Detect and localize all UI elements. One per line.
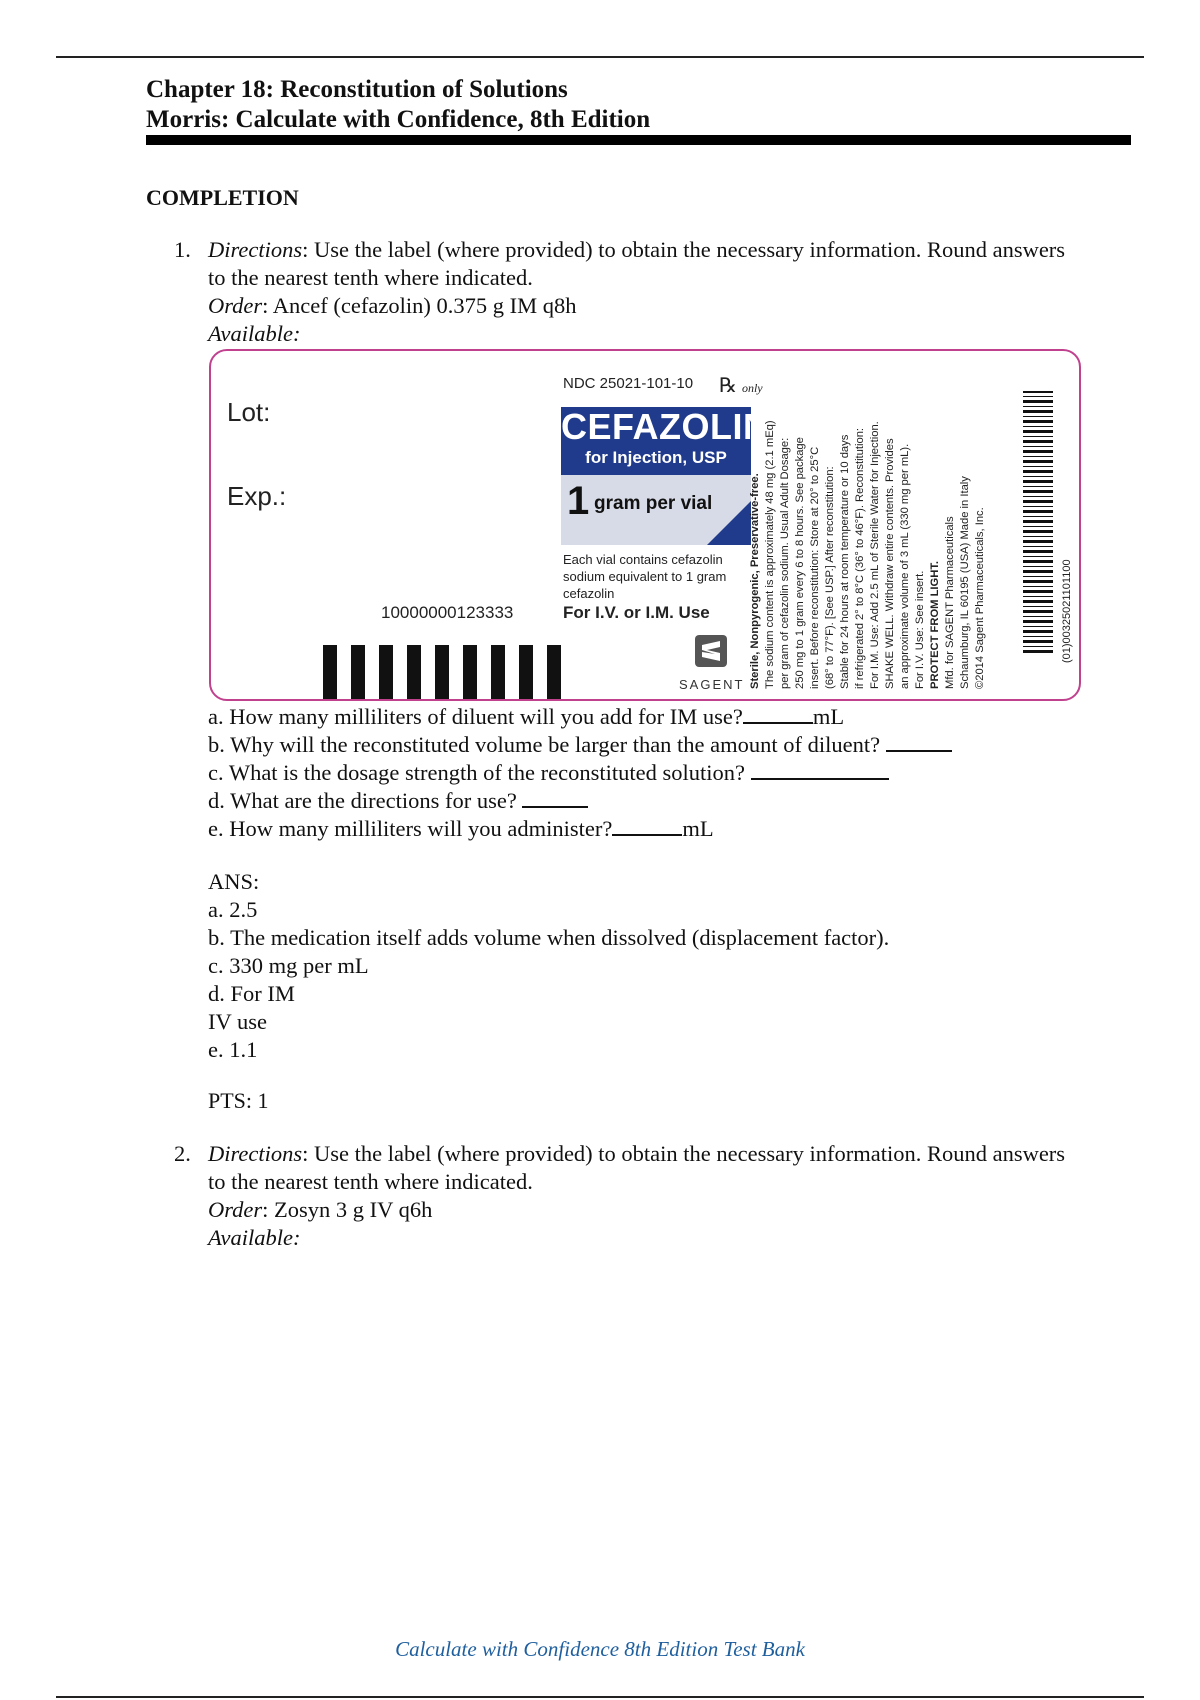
answer-blank: [522, 805, 588, 808]
answer-d: d. For IM: [208, 981, 295, 1006]
chapter-title: Chapter 18: Reconstitution of Solutions: [146, 76, 568, 103]
order: Order: Ancef (cefazolin) 0.375 g IM q8h: [208, 293, 577, 318]
drug-name: CEFAZOLIN: [561, 406, 770, 447]
barcode-icon: [323, 645, 563, 701]
subquestion-d: d. What are the directions for use?: [208, 787, 952, 815]
label-text-line: 250 mg to 1 gram every 6 to 8 hours. See package: [794, 437, 806, 689]
vial-contents: Each vial contains cefazolin sodium equivalent to 1 gram cefazolin: [563, 552, 727, 601]
barcode-icon: [1023, 391, 1053, 653]
label-text-line: (68° to 77°F). [See USP.] After reconstitution:: [824, 466, 836, 689]
answer-blank: [743, 721, 813, 724]
vertical-label-text: [748, 377, 1028, 689]
bottom-rule: [56, 1696, 1144, 1698]
label-text-line: Sterile, Nonpyrogenic, Preservative-free.: [749, 473, 761, 689]
directions: Directions: Use the label (where provided) to obtain the necessary information. Round answers to the nearest tenth where indicated.: [208, 237, 1066, 290]
label-text-line: Schaumburg, IL 60195 (USA) Made in Italy: [959, 476, 971, 689]
label-text-line: per gram of cefazolin sodium. Usual Adult Dosage:: [779, 437, 791, 689]
page-footer: Calculate with Confidence 8th Edition Test Bank: [395, 1637, 805, 1661]
label-text-line: ©2014 Sagent Pharmaceuticals, Inc.: [974, 507, 986, 689]
answer-a: a. 2.5: [208, 897, 258, 922]
directions: Directions: Use the label (where provided) to obtain the necessary information. Round answers to the nearest tenth where indicated.: [208, 1141, 1066, 1194]
strength-number: 1: [567, 479, 590, 523]
label-text-line: For I.V. Use: See insert.: [914, 570, 926, 689]
label-text-line: an approximate volume of 3 mL (330 mg per mL).: [899, 443, 911, 689]
answer-label: ANS:: [208, 869, 260, 894]
manufacturer-name: SAGENT: [679, 677, 745, 692]
top-rule: [56, 56, 1144, 58]
exp-label: Exp.:: [227, 481, 287, 511]
points: PTS: 1: [208, 1088, 269, 1113]
subquestion-c: c. What is the dosage strength of the reconstituted solution?: [208, 759, 952, 787]
subquestion-a: a. How many milliliters of diluent will you add for IM use? mL: [208, 704, 845, 729]
question-number: 1.: [174, 237, 191, 262]
subquestion-e: e. How many milliliters will you administer? mL: [208, 816, 714, 841]
header-divider: [146, 135, 1131, 145]
label-text-line: The sodium content is approximately 48 mg (2.1 mEq): [764, 420, 776, 689]
lot-number: 10000000123333: [381, 603, 514, 622]
answer-blank: [751, 777, 889, 780]
barcode-number: (01)00325021101100: [1061, 559, 1073, 663]
answer-block: [208, 868, 889, 1064]
available: Available:: [208, 321, 301, 346]
subquestion-b: b. Why will the reconstituted volume be larger than the amount of diluent?: [208, 731, 952, 759]
order: Order: Zosyn 3 g IV q6h: [208, 1197, 433, 1222]
strength-text: gram per vial: [594, 493, 713, 514]
route-of-use: For I.V. or I.M. Use: [563, 603, 710, 622]
label-text-line: SHAKE WELL. Withdraw entire contents. Provides: [884, 438, 896, 689]
question-2: [174, 1140, 1074, 1252]
subquestions: [208, 703, 952, 843]
answer-b: b. The medication itself adds volume when dissolved (displacement factor).: [208, 925, 890, 950]
available: Available:: [208, 1225, 301, 1250]
drug-name-box: [561, 406, 770, 475]
label-text-line: insert. Before reconstitution: Store at 20° to 25°C: [809, 446, 821, 689]
page-header: [146, 75, 1131, 145]
label-text-line: if refrigerated 2° to 8°C (36° to 46°F). Reconstitution:: [854, 427, 866, 689]
label-text-line: Mfd. for SAGENT Pharmaceuticals: [944, 516, 956, 689]
answer-d-continued: IV use: [208, 1009, 267, 1034]
cefazolin-drug-label: [209, 349, 1081, 701]
question-number: 2.: [174, 1141, 191, 1166]
label-text-line: PROTECT FROM LIGHT.: [929, 560, 941, 689]
lot-label: Lot:: [227, 397, 271, 427]
strength-corner: [707, 501, 751, 545]
answer-blank: [886, 749, 952, 752]
section-title: COMPLETION: [146, 185, 299, 210]
answer-blank: [612, 833, 682, 836]
question-1: [174, 236, 1074, 348]
sagent-logo-icon: [693, 633, 729, 669]
ndc-number: NDC 25021-101-10: [563, 375, 694, 392]
rx-only: ℞ only: [719, 375, 763, 397]
drug-form: for Injection, USP: [585, 448, 727, 467]
label-text-line: For I.M. Use: Add 2.5 mL of Sterile Water for Injection.: [869, 421, 881, 689]
answer-c: c. 330 mg per mL: [208, 953, 369, 978]
book-title: Morris: Calculate with Confidence, 8th Edition: [146, 106, 651, 133]
label-text-line: Stable for 24 hours at room temperature or 10 days: [839, 434, 851, 689]
answer-e: e. 1.1: [208, 1037, 258, 1062]
